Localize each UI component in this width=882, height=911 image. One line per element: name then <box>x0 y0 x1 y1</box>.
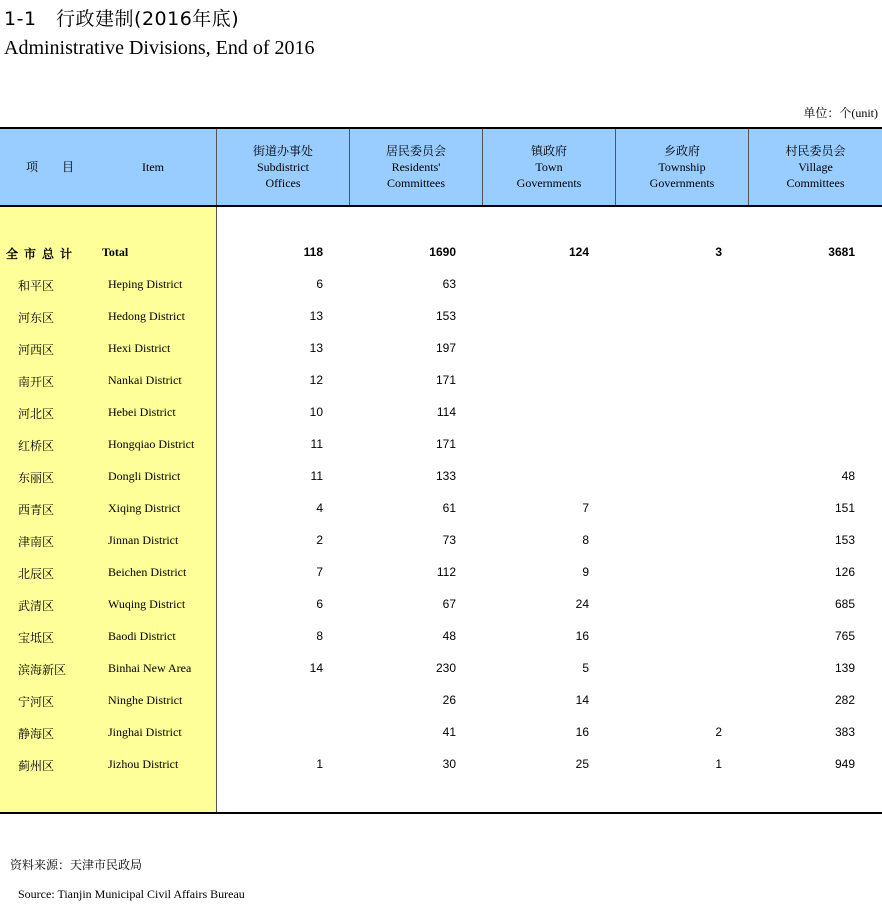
row-value: 2 <box>316 533 323 547</box>
row-label-en: Hongqiao District <box>108 437 195 451</box>
row-label-zh: 蓟州区 <box>18 759 55 773</box>
row-label-en: Ninghe District <box>108 693 183 707</box>
row-value: 16 <box>575 629 589 643</box>
row-label-en: Hedong District <box>108 309 185 323</box>
table-title-en: Administrative Divisions, End of 2016 <box>4 37 315 59</box>
row-value: 8 <box>582 533 589 547</box>
row-label-en: Hexi District <box>108 341 171 355</box>
data-table <box>0 127 882 815</box>
row-value: 63 <box>442 277 456 291</box>
row-label-en: Dongli District <box>108 469 181 483</box>
row-value: 118 <box>303 245 323 259</box>
row-value: 10 <box>309 405 323 419</box>
header-col-en1: Subdistrict <box>256 160 309 174</box>
row-label-zh: 红桥区 <box>18 439 55 453</box>
header-item <box>0 129 216 205</box>
row-value: 16 <box>575 725 589 739</box>
row-value: 153 <box>435 309 456 323</box>
table-row <box>0 469 882 489</box>
header-col-en1: Township <box>658 160 706 174</box>
header-col-township <box>616 129 748 205</box>
table-row <box>0 693 882 713</box>
header-col-residents <box>350 129 482 205</box>
row-value: 124 <box>568 245 589 259</box>
row-value: 949 <box>834 757 855 771</box>
row-value: 73 <box>442 533 456 547</box>
row-label-en: Xiqing District <box>108 501 181 515</box>
row-label-zh: 滨海新区 <box>18 663 67 677</box>
table-row <box>0 629 882 649</box>
header-col-zh: 居民委员会 <box>385 144 446 158</box>
row-value: 30 <box>442 757 456 771</box>
row-value: 4 <box>316 501 323 515</box>
table-row <box>0 437 882 457</box>
table-row <box>0 725 882 745</box>
row-value: 685 <box>834 597 855 611</box>
header-col-en2: Committees <box>387 176 445 190</box>
row-value: 7 <box>582 501 589 515</box>
header-col-en1: Village <box>798 160 833 174</box>
row-value: 48 <box>442 629 456 643</box>
row-value: 13 <box>309 309 323 323</box>
header-col-en2: Offices <box>265 176 301 190</box>
row-label-zh: 东丽区 <box>18 471 55 485</box>
row-value: 153 <box>834 533 855 547</box>
row-label-en: Heping District <box>108 277 183 291</box>
row-label-zh: 北辰区 <box>18 567 55 581</box>
row-value: 26 <box>442 693 456 707</box>
row-value: 5 <box>582 661 589 675</box>
row-value: 41 <box>442 725 456 739</box>
row-label-en: Jinghai District <box>108 725 182 739</box>
row-label-zh: 河西区 <box>18 343 55 357</box>
header-col-zh: 镇政府 <box>530 144 567 158</box>
row-value: 13 <box>309 341 323 355</box>
table-row <box>0 661 882 681</box>
row-value: 1690 <box>429 245 456 259</box>
header-col-zh: 村民委员会 <box>785 144 846 158</box>
table-bottom-rule <box>0 812 882 814</box>
header-col-en1: Town <box>535 160 563 174</box>
row-value: 9 <box>582 565 589 579</box>
unit-label: 单位：个(unit) <box>803 106 878 120</box>
row-value: 1 <box>715 757 722 771</box>
row-label-en: Jizhou District <box>108 757 179 771</box>
row-value: 282 <box>834 693 855 707</box>
source-note-en: Source: Tianjin Municipal Civil Affairs Bureau <box>18 887 245 901</box>
row-value: 14 <box>575 693 589 707</box>
row-label-zh: 河东区 <box>18 311 55 325</box>
row-label-en: Baodi District <box>108 629 176 643</box>
row-label-en: Nankai District <box>108 373 182 387</box>
table-row <box>0 533 882 553</box>
table-title-zh: 1-1 行政建制(2016年底) <box>4 8 240 30</box>
row-value: 2 <box>715 725 722 739</box>
header-col-en2: Committees <box>786 176 845 190</box>
row-label-en: Wuqing District <box>108 597 186 611</box>
table-row <box>0 309 882 329</box>
row-value: 14 <box>309 661 323 675</box>
header-col-subdistrict <box>217 129 349 205</box>
row-label-zh: 武清区 <box>18 599 55 613</box>
row-label-zh: 全市总计 <box>6 247 79 261</box>
row-value: 7 <box>316 565 323 579</box>
table-row <box>0 565 882 585</box>
header-col-en2: Governments <box>649 176 715 190</box>
row-label-zh: 南开区 <box>18 375 55 389</box>
table-row <box>0 277 882 297</box>
header-col-village <box>749 129 882 205</box>
header-item-zh: 项 目 <box>26 160 81 174</box>
row-value: 171 <box>435 373 456 387</box>
row-label-zh: 宁河区 <box>18 695 55 709</box>
row-label-zh: 西青区 <box>18 503 55 517</box>
header-col-en1: Residents' <box>391 160 441 174</box>
header-col-town <box>483 129 615 205</box>
row-value: 765 <box>834 629 855 643</box>
row-value: 139 <box>834 661 855 675</box>
row-value: 3681 <box>828 245 855 259</box>
row-value: 25 <box>575 757 589 771</box>
row-value: 230 <box>435 661 456 675</box>
row-label-zh: 静海区 <box>18 727 55 741</box>
row-label-en: Hebei District <box>108 405 176 419</box>
row-value: 6 <box>316 277 323 291</box>
header-col-en2: Governments <box>516 176 582 190</box>
row-label-en: Jinnan District <box>108 533 179 547</box>
table-row-total <box>0 245 882 265</box>
row-value: 133 <box>435 469 456 483</box>
row-value: 11 <box>310 437 323 451</box>
header-col-zh: 街道办事处 <box>252 144 313 158</box>
row-value: 11 <box>310 469 323 483</box>
row-value: 61 <box>442 501 456 515</box>
table-row <box>0 597 882 617</box>
row-label-zh: 津南区 <box>18 535 55 549</box>
row-value: 12 <box>309 373 323 387</box>
row-label-zh: 河北区 <box>18 407 55 421</box>
row-label-en: Total <box>102 245 129 259</box>
row-value: 126 <box>834 565 855 579</box>
table-row <box>0 501 882 521</box>
source-note-zh: 资料来源：天津市民政局 <box>10 858 143 872</box>
row-value: 48 <box>841 469 855 483</box>
table-row <box>0 341 882 361</box>
table-row <box>0 373 882 393</box>
row-value: 171 <box>435 437 456 451</box>
row-value: 114 <box>436 405 456 419</box>
row-value: 112 <box>436 565 456 579</box>
row-value: 197 <box>435 341 456 355</box>
row-value: 6 <box>316 597 323 611</box>
row-label-en: Binhai New Area <box>108 661 192 675</box>
row-value: 151 <box>834 501 855 515</box>
row-value: 24 <box>575 597 589 611</box>
row-label-zh: 和平区 <box>18 279 55 293</box>
row-value: 1 <box>316 757 323 771</box>
row-value: 8 <box>316 629 323 643</box>
row-value: 3 <box>715 245 722 259</box>
row-value: 67 <box>442 597 456 611</box>
table-row <box>0 405 882 425</box>
table-row <box>0 757 882 777</box>
row-label-zh: 宝坻区 <box>18 631 55 645</box>
row-value: 383 <box>834 725 855 739</box>
header-item-en: Item <box>142 160 164 174</box>
header-col-zh: 乡政府 <box>663 144 700 158</box>
row-label-en: Beichen District <box>108 565 187 579</box>
